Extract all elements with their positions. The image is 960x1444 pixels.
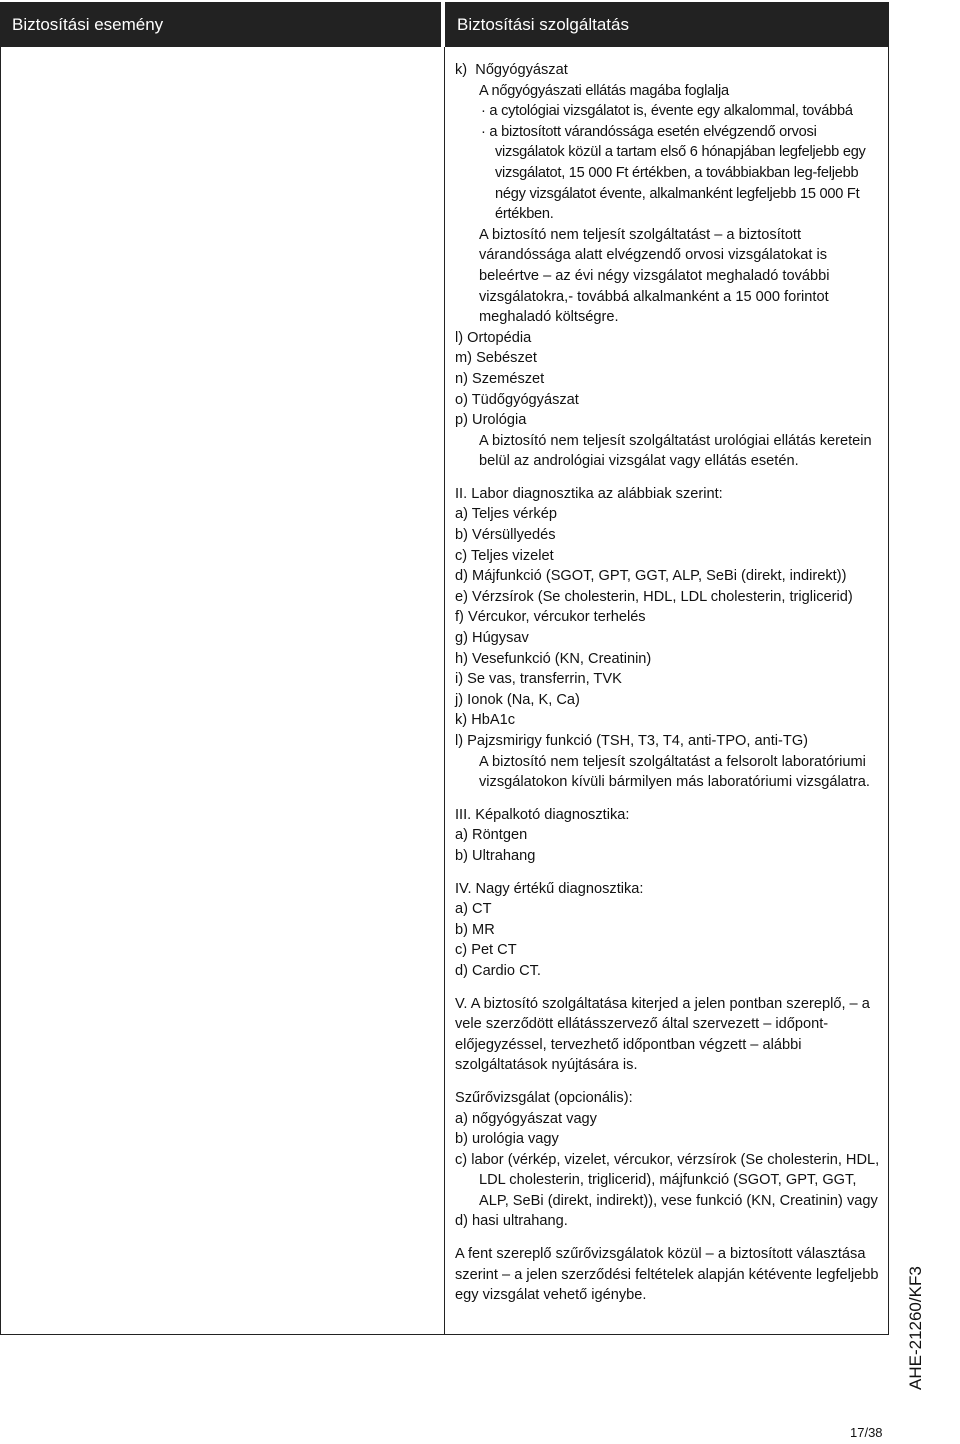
screening-title: Szűrővizsgálat (opcionális): <box>455 1089 633 1106</box>
screening-item: c) labor (vérkép, vizelet, vércukor, vérzsírok (Se cholesterin, HDL, LDL cholesterin, triglicerid), májfunkció (SGOT, GPT, GGT, ALP, SeBi (direkt, indirekt)), vese funkció (KN, Creatinin) vagy <box>455 1151 880 1209</box>
section-k-title: k) Nőgyógyászat <box>455 62 568 78</box>
service-description <box>455 60 880 1306</box>
section-III-title: III. Képalkotó diagnosztika: <box>455 806 630 823</box>
lab-item: b) Vérsüllyedés <box>455 527 556 544</box>
screening-note: A fent szereplő szűrővizsgálatok közül – a biztosított választása szerint – a jelen szerződési feltételek alapján kétévente legfeljebb egy vizsgálat vehető igénybe. <box>455 1246 879 1304</box>
section-n: n) Szemészet <box>455 370 545 387</box>
section-m: m) Sebészet <box>455 350 537 367</box>
imaging-item: a) Röntgen <box>455 827 528 844</box>
section-k-exclusion: A biztosító nem teljesít szolgáltatást – a biztosított várandóssága alatt elvégzendő orvosi vizsgálatokat is beleértve – az évi négy vizsgálatot meghaladó további vizsgálatokra,- továbbá alkalmanként a 15 000 forintot meghaladó költségre. <box>479 226 830 326</box>
section-V-text: V. A biztosító szolgáltatása kiterjed a jelen pontban szereplő, – a vele szerződött ellátásszervező által szervezett – időpont-előjegyzéssel, tervezhető időpontban végzett – alábbi szolgáltatások nyújtására is. <box>455 995 870 1074</box>
lab-item: l) Pajzsmirigy funkció (TSH, T3, T4, anti-TPO, anti-TG) <box>455 733 809 749</box>
lab-item: a) Teljes vérkép <box>455 506 557 523</box>
section-II-exclusion: A biztosító nem teljesít szolgáltatást a felsorolt laboratóriumi vizsgálatokon kívüli bármilyen más laboratóriumi vizsgálatra. <box>479 753 870 791</box>
section-k-bullet-2: · a biztosított várandóssága esetén elvégzendő orvosi vizsgálatok közül a tartam első 6 hónapjában legfeljebb egy vizsgálatot, 15 000 Ft értékben, a továbbiakban leg-feljebb négy vizsgálatot évente, alkalmanként legfeljebb 15 000 Ft értékben. <box>481 123 866 223</box>
section-k-intro: A nőgyógyászati ellátás magába foglalja <box>479 82 729 99</box>
high-value-item: a) CT <box>455 901 492 918</box>
imaging-item: b) Ultrahang <box>455 847 536 864</box>
section-II-title: II. Labor diagnosztika az alábbiak szerint: <box>455 485 723 502</box>
lab-item: d) Májfunkció (SGOT, GPT, GGT, ALP, SeBi (direkt, indirekt)) <box>455 568 847 585</box>
page-number: 17/38 <box>850 1425 883 1440</box>
section-l: l) Ortopédia <box>455 329 532 346</box>
column-divider <box>444 47 445 1335</box>
header-insurance-event: Biztosítási esemény <box>0 2 443 47</box>
lab-item: j) Ionok (Na, K, Ca) <box>455 691 580 708</box>
lab-item: g) Húgysav <box>455 630 529 647</box>
lab-item: e) Vérzsírok (Se cholesterin, HDL, LDL cholesterin, triglicerid) <box>455 588 853 605</box>
lab-item: f) Vércukor, vércukor terhelés <box>455 609 646 626</box>
lab-item: c) Teljes vizelet <box>455 547 554 564</box>
document-code: AHE-21260/KF3 <box>906 1266 925 1390</box>
high-value-item: d) Cardio CT. <box>455 962 541 979</box>
section-o: o) Tüdőgyógyászat <box>455 391 579 408</box>
header-insurance-service: Biztosítási szolgáltatás <box>445 2 889 47</box>
section-p-exclusion: A biztosító nem teljesít szolgáltatást urológiai ellátás keretein belül az andrológiai vizsgálat vagy ellátás esetén. <box>479 432 872 470</box>
screening-item: a) nőgyógyászat vagy <box>455 1110 597 1127</box>
lab-item: i) Se vas, transferrin, TVK <box>455 671 622 688</box>
screening-item: b) urológia vagy <box>455 1131 559 1148</box>
lab-item: k) HbA1c <box>455 712 516 729</box>
section-k-bullet-1: · a cytológiai vizsgálatot is, évente egy alkalommal, továbbá <box>481 103 853 120</box>
high-value-item: b) MR <box>455 921 495 938</box>
section-p: p) Urológia <box>455 412 527 429</box>
section-IV-title: IV. Nagy értékű diagnosztika: <box>455 880 644 897</box>
high-value-item: c) Pet CT <box>455 942 517 959</box>
lab-item: h) Vesefunkció (KN, Creatinin) <box>455 650 652 667</box>
screening-item: d) hasi ultrahang. <box>455 1213 568 1230</box>
